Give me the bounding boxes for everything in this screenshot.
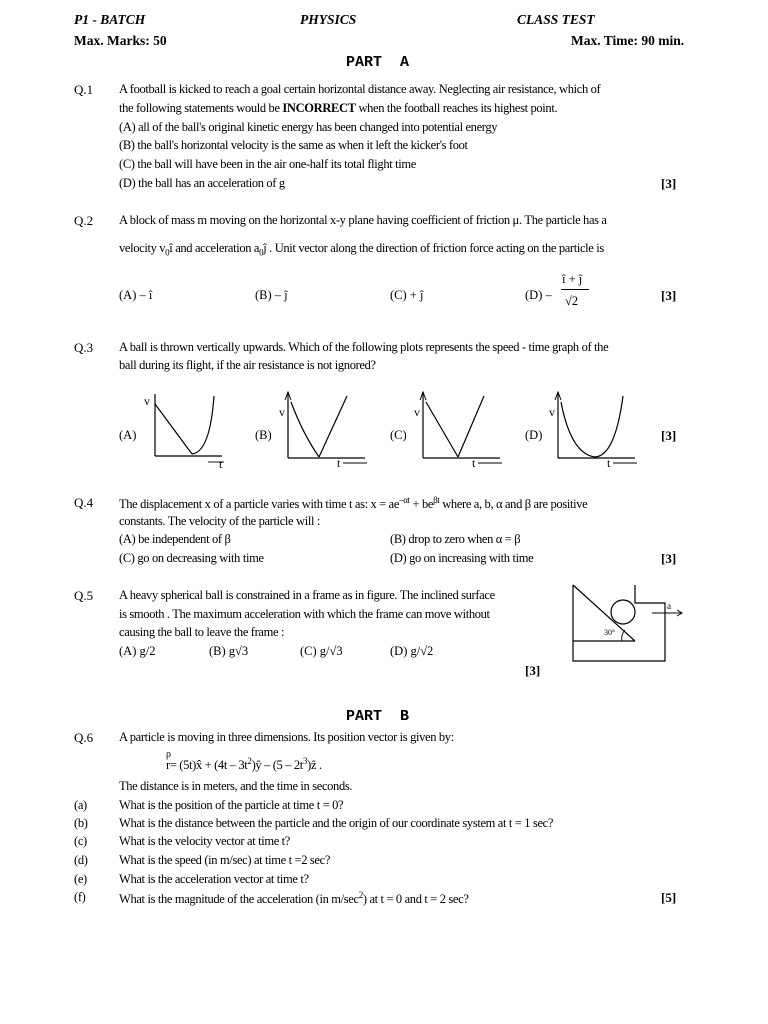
q1-line-1: A football is kicked to reach a goal certain horizontal distance away. Neglecting air resistance, which of [119,82,601,96]
max-time: Max. Time: 90 min. [571,33,685,48]
q6-part-d: What is the speed (in m/sec) at time t =2 sec? [119,853,331,867]
acceleration-label: a [667,601,671,611]
q5-frame-figure [570,583,690,663]
q4-option-a: (A) be independent of β [119,532,231,546]
q4-number: Q.4 [74,495,94,510]
q6-line-3: The distance is in meters, and the time in seconds. [119,779,353,793]
q3-graph-d [545,386,645,472]
max-marks: Max. Marks: 50 [74,33,167,48]
q1-number: Q.1 [74,82,94,97]
q4-option-b: (B) drop to zero when α = β [390,532,521,546]
graph-d-curve-up [595,396,623,457]
vector-arrow-mark: ρ [166,749,171,760]
graph-d-v-label: v [549,405,555,419]
q2-option-d: (D) – [525,288,552,302]
q3-option-b: (B) [255,428,272,442]
q6-part-f-label: (f) [74,890,86,904]
q6-part-c-label: (c) [74,834,87,848]
q4-option-c: (C) go on decreasing with time [119,551,264,565]
q3-graph-b [275,386,375,472]
subject-label: PHYSICS [300,12,357,27]
q2-line-1: A block of mass m moving on the horizontal x-y plane having coefficient of friction μ. The particle has a [119,213,607,227]
q6-part-b-label: (b) [74,816,88,830]
graph-a-curve-down [155,404,192,454]
q3-line-1: A ball is thrown vertically upwards. Which of the following plots represents the speed - time graph of the [119,340,609,354]
q3-marks: [3] [661,428,677,443]
q1-option-a: (A) all of the ball's original kinetic energy has been changed into potential energy [119,120,498,134]
graph-d-t-label: t [607,456,611,470]
q3-option-c: (C) [390,428,407,442]
graph-c-line-down [426,402,458,457]
q5-line-2: is smooth . The maximum acceleration with which the frame can move without [119,607,490,621]
q5-option-a: (A) g/2 [119,644,156,658]
graph-a-curve-up [192,396,214,454]
q1-option-d: (D) the ball has an acceleration of g [119,176,285,190]
q6-line-1: A particle is moving in three dimensions. Its position vector is given by: [119,730,454,744]
q1-option-b: (B) the ball's horizontal velocity is the same as when it left the kicker's foot [119,138,468,152]
q4-option-d: (D) go on increasing with time [390,551,534,565]
q5-option-c: (C) g/√3 [300,644,343,658]
q5-option-b: (B) g√3 [209,644,249,658]
q2-option-d-numerator: î + ĵ [562,272,583,286]
q6-part-e-label: (e) [74,872,87,886]
q5-line-1: A heavy spherical ball is constrained in a frame as in figure. The inclined surface [119,588,495,602]
q6-part-c: What is the velocity vector at time t? [119,834,291,848]
q2-option-a: (A) – î [119,288,153,302]
q6-part-a-label: (a) [74,798,87,812]
q3-line-2: ball during its flight, if the air resistance is not ignored? [119,358,376,372]
q4-line-1: The displacement x of a particle varies with time t as: $x = ae^{-\alpha t} + be^{\beta t}$ where a, b, α and β are positive [119,495,588,512]
graph-c-t-label: t [472,456,476,470]
graph-b-curve-down [291,402,319,457]
q6-part-e: What is the acceleration vector at time t? [119,872,309,886]
graph-b-t-label: t [337,456,341,470]
part-b-heading: PART B [346,708,410,725]
q5-option-d: (D) g/√2 [390,644,434,658]
graph-b-v-label: v [279,405,285,419]
q3-graph-a [140,386,240,472]
q3-option-a: (A) [119,428,137,442]
q2-fraction-bar [561,289,589,290]
q3-graph-c [410,386,510,472]
q1-option-c: (C) the ball will have been in the air one-half its total flight time [119,157,416,171]
q6-position-equation: r= (5t)x̂ + $(4t - 3t^2)ŷ - (5$ – $2t^3)ẑ$ . [166,756,322,773]
graph-d-curve-down [561,402,595,457]
graph-a-t-label: t [219,457,223,471]
test-label: CLASS TEST [517,12,595,27]
spherical-ball [611,600,635,624]
q6-part-b: What is the distance between the particle and the origin of our coordinate system at t = 1 sec? [119,816,554,830]
q6-marks: [5] [661,890,677,905]
q2-marks: [3] [661,288,677,303]
graph-c-v-label: v [414,405,420,419]
q5-number: Q.5 [74,588,94,603]
q6-part-a: What is the position of the particle at time t = 0? [119,798,344,812]
q2-option-b: (B) – ĵ [255,288,288,302]
graph-a-v-label: v [144,394,150,408]
q4-marks: [3] [661,551,677,566]
q1-marks: [3] [661,176,677,191]
q6-part-f: What is the magnitude of the acceleration (in $m/\sec^2$) at t = 0 and t = 2 sec? [119,890,469,907]
graph-c-line-up [458,396,484,457]
q6-number: Q.6 [74,730,94,745]
q2-line-2: velocity $v_0î$ and acceleration $a_0ĵ$ . Unit vector along the direction of friction force acting on the particle is [119,241,604,258]
q6-part-d-label: (d) [74,853,88,867]
q4-line-2: constants. The velocity of the particle will : [119,514,320,528]
q5-marks: [3] [525,663,541,678]
q2-number: Q.2 [74,213,94,228]
q3-number: Q.3 [74,340,94,355]
batch-label: P1 - BATCH [74,12,146,27]
q2-option-c: (C) + ĵ [390,288,424,302]
q2-option-d-denominator: √2 [565,294,579,308]
part-a-heading: PART A [346,54,410,71]
angle-label: 30° [604,628,616,637]
q3-option-d: (D) [525,428,543,442]
q1-line-2: the following statements would be INCORRECT when the football reaches its highest point. [119,101,558,115]
graph-b-curve-up [319,396,347,457]
q5-line-3: causing the ball to leave the frame : [119,625,285,639]
